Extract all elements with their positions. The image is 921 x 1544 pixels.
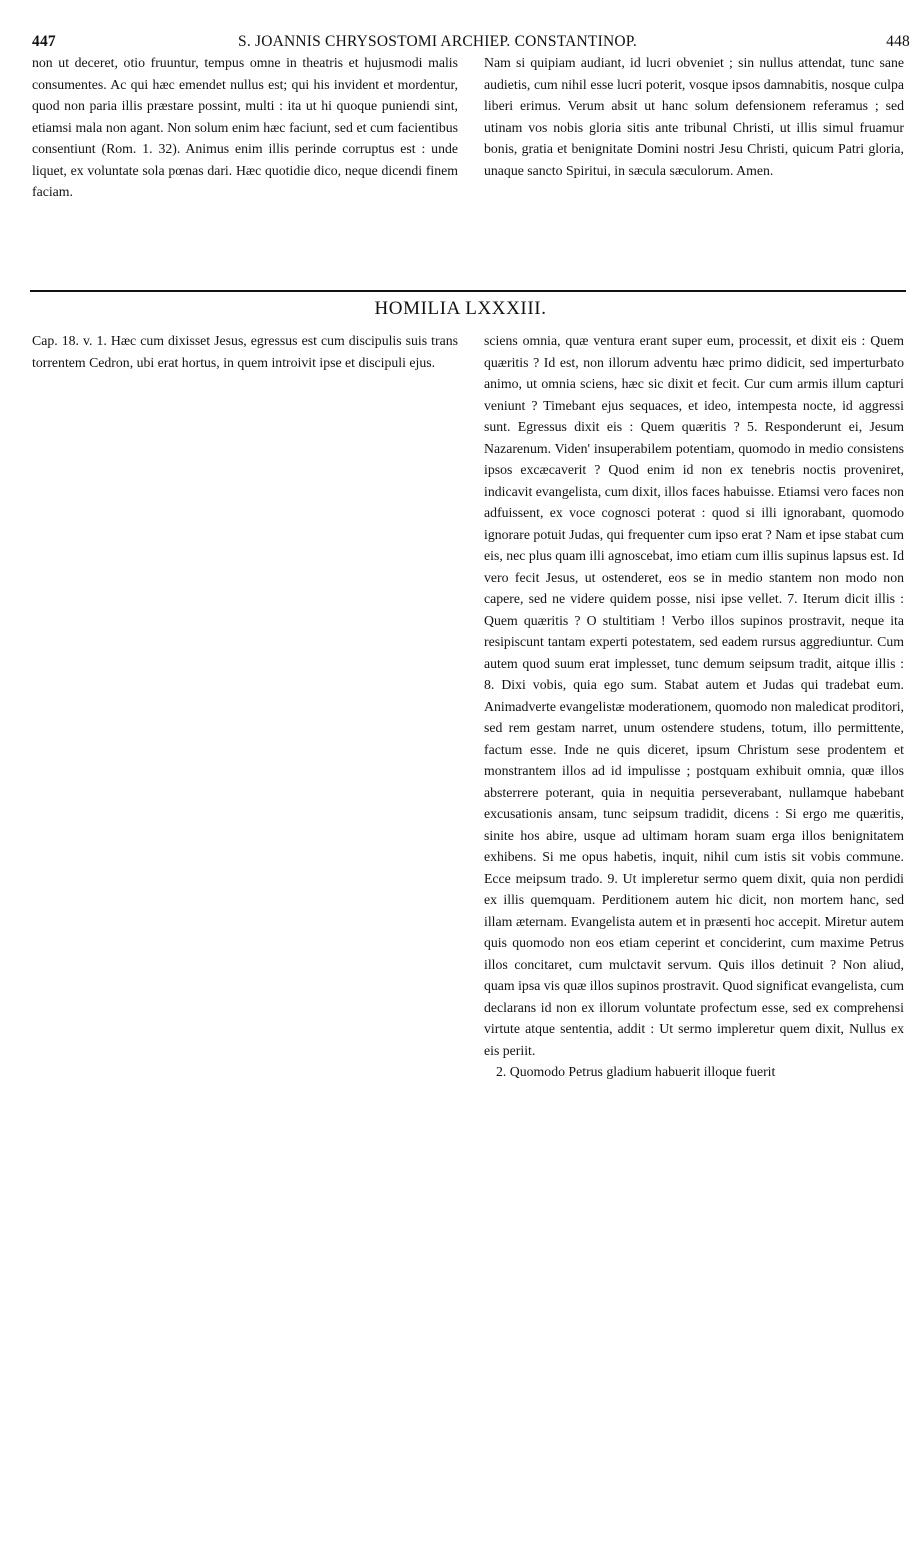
top-left-column [32, 52, 458, 203]
top-left-paragraph: non ut deceret, otio fruuntur, tempus omne in theatris et hujusmodi malis consumentes. Ac qui hæc emendet nullus est; qui his invident et mordentur, quod non paria illis præstare possint, multi : ita ut hi quoque puniendi sint, etiamsi mala non agant. Non solum enim hæc faciunt, sed et cum facientibus consentiunt (Rom. 1. 32). Animus enim illis perinde corruptus est : unde liquet, ex voluntate sola pœnas dari. Hæc quotidie dico, neque dicendi finem faciam. [32, 55, 458, 199]
bottom-right-column [484, 330, 904, 1083]
page-number-left: 447 [32, 33, 56, 50]
top-right-column [484, 52, 904, 181]
page-number-right: 448 [886, 33, 910, 50]
homily-title: HOMILIA LXXXIII. [374, 298, 547, 319]
commentary-paragraph-next: 2. Quomodo Petrus gladium habuerit illoque fuerit [496, 1064, 776, 1079]
running-title: S. JOANNIS CHRYSOSTOMI ARCHIEP. CONSTANTINOP. [238, 33, 637, 50]
chapter-lemma: Cap. 18. v. 1. Hæc cum dixisset Jesus, egressus est cum discipulis suis trans torrentem Cedron, ubi erat hortus, in quem introivit ipse et discipuli ejus. [32, 333, 458, 370]
commentary-paragraph: sciens omnia, quæ ventura erant super eum, processit, et dixit eis : Quem quæritis ? Id est, non illorum adventu hæc primo didicit, sed imperturbato animo, ut omnia sciens, hæc sic dixit et fecit. Cur cum armis illum capturi veniunt ? Timebant ejus sequaces, et ideo, intempesta nocte, id aggressi sunt. Egressus dixit eis : Quem quæritis ? 5. Responderunt ei, Jesum Nazarenum. Viden' insuperabilem potentiam, quomodo in medio consistens ipsos excæcaverit ? Quod enim id non ex tenebris noctis proveniret, indicavit evangelista, cum dixit, illos faces habuisse. Etiamsi vero faces non adfuissent, ex voce cognosci poterat : quod si illi ignorabant, quomodo ignorare potuit Judas, qui frequenter cum ipso erat ? Nam et ipse stabat cum eis, nec plus quam illi agnoscebat, imo etiam cum illis supinus lapsus est. Id vero fecit Jesus, ut ostenderet, eos se in medio stantem non modo non capere, sed ne videre quidem posse, nisi ipse vellet. 7. Iterum dicit illis : Quem quæritis ? O stultitiam ! Verbo illos supinos prostravit, neque ita resipiscunt tantam experti potestatem, sed eadem rursus aggrediuntur. Cum autem quod suum erat implesset, tunc demum seipsum tradit, aitque illis : 8. Dixi vobis, quia ego sum. Stabat autem et Judas qui tradebat eum. Animadverte evangelistæ moderationem, quomodo non maledicat proditori, sed rem gestam narret, unum ostendere studens, totum, illo permittente, factum esse. Inde ne quis diceret, ipsum Christum sese prodentem et monstrantem illos ad id impulisse ; postquam exhibuit omnia, quæ illos absterrere poterant, quia in nequitia perseverabant, nullamque habebant excusationis ansam, tunc seipsum tradidit, dicens : Si ergo me quæritis, sinite hos abire, usque ad ultimam horam suam erga illos benignitatem exhibens. Si me opus habetis, inquit, nihil cum istis sit vobis commune. Ecce meipsum trado. 9. Ut impleretur sermo quem dixit, quia non perdidi ex illis quemquam. Perditionem autem hic dicit, non mortem hanc, sed illam æternam. Evangelista autem et in præsenti hoc accepit. Miretur autem quis quomodo non eos etiam ceperint et conciderint, cum maxime Petrus illos concitaret, cum mulctavit servum. Quis illos detinuit ? Non aliud, quam ipsa vis quæ illos supinos prostravit. Quod significat evangelista, cum declarans id non ex illorum voluntate profectum esse, sed ex comprehensi virtute atque sententia, addit : Ut sermo impleretur quem dixit, Nullus ex eis periit. [484, 333, 904, 1058]
bottom-left-column [32, 330, 458, 373]
section-divider [30, 290, 906, 292]
top-right-paragraph: Nam si quipiam audiant, id lucri obveniet ; sin nullus attendat, tunc sane audietis, cum nihil esse lucri poterit, vosque ipsos damnabitis, nosque culpa liberi erimus. Verum absit ut hanc solum defensionem referamus ; sed utinam vos nobis gloria sitis ante tribunal Christi, ut illis simul fruamur bonis, gratia et benignitate Domini nostri Jesu Christi, quicum Patri gloria, unaque sancto Spiritui, in sæcula sæculorum. Amen. [484, 55, 904, 178]
